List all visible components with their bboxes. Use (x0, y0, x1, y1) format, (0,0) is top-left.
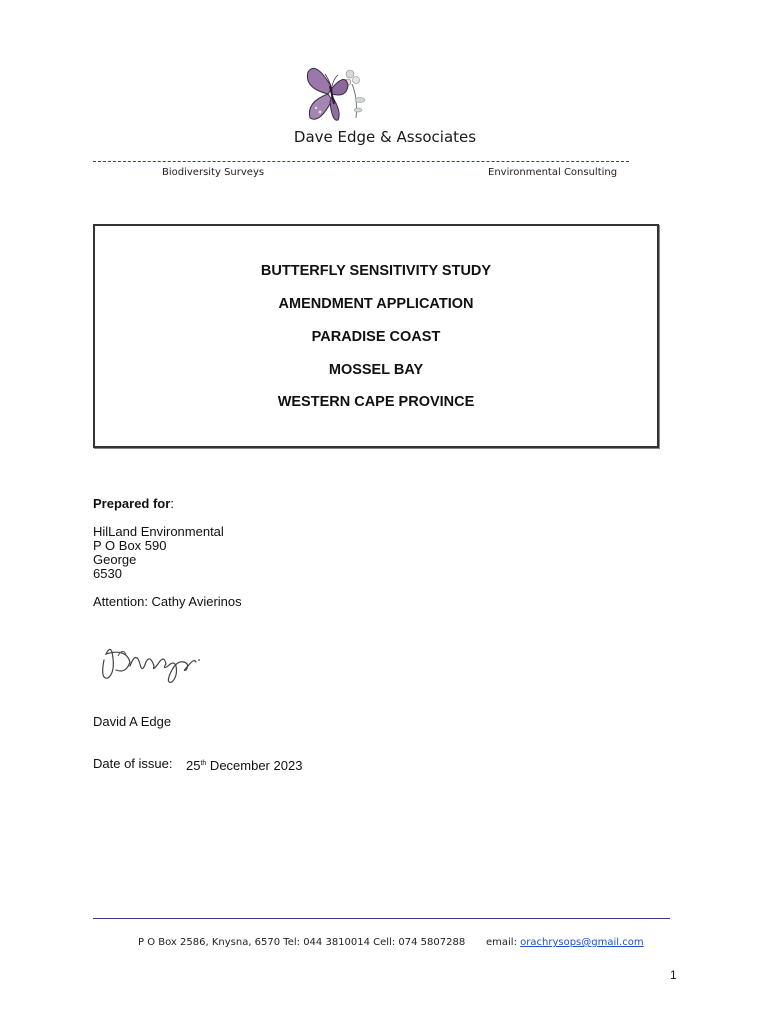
prepared-for-colon: : (170, 496, 174, 511)
issue-date (186, 757, 302, 773)
company-name-text: Dave Edge & Associates (293, 128, 477, 146)
email-label: email: (486, 937, 521, 948)
footer-email (486, 937, 644, 948)
title-line-application: AMENDMENT APPLICATION (278, 296, 474, 312)
attention-line: Attention: Cathy Avierinos (93, 594, 242, 609)
title-line-study: BUTTERFLY SENSITIVITY STUDY (260, 263, 492, 279)
prepared-for-label: Prepared for (93, 496, 171, 511)
signature-icon (96, 640, 204, 686)
footer-contact: P O Box 2586, Knysna, 6570 Tel: 044 3810014 Cell: 074 5807288 (138, 937, 466, 948)
header-divider (93, 161, 629, 162)
signatory-name: David A Edge (93, 714, 172, 729)
footer-divider (93, 918, 670, 919)
page-number: 1 (670, 968, 677, 982)
tagline-left: Biodiversity Surveys (162, 167, 265, 178)
company-name (0, 128, 770, 146)
issue-day: 25 (186, 758, 201, 773)
title-line-province: WESTERN CAPE PROVINCE (277, 394, 475, 410)
address-line-2: P O Box 590 (93, 538, 167, 553)
email-link[interactable]: orachrysops@gmail.com (520, 937, 644, 948)
title-line-town: MOSSEL BAY (328, 362, 424, 378)
prepared-for-heading (93, 497, 174, 511)
title-line-site: PARADISE COAST (311, 329, 441, 345)
tagline-right: Environmental Consulting (488, 167, 618, 178)
butterfly-logo-icon (298, 58, 370, 130)
address-line-3: George (93, 552, 137, 567)
issue-month-year: December 2023 (206, 758, 303, 773)
issue-day-suffix: th (200, 760, 207, 767)
address-line-1: HilLand Environmental (93, 524, 224, 539)
issue-label: Date of issue: (93, 756, 173, 771)
address-line-4: 6530 (93, 566, 122, 581)
